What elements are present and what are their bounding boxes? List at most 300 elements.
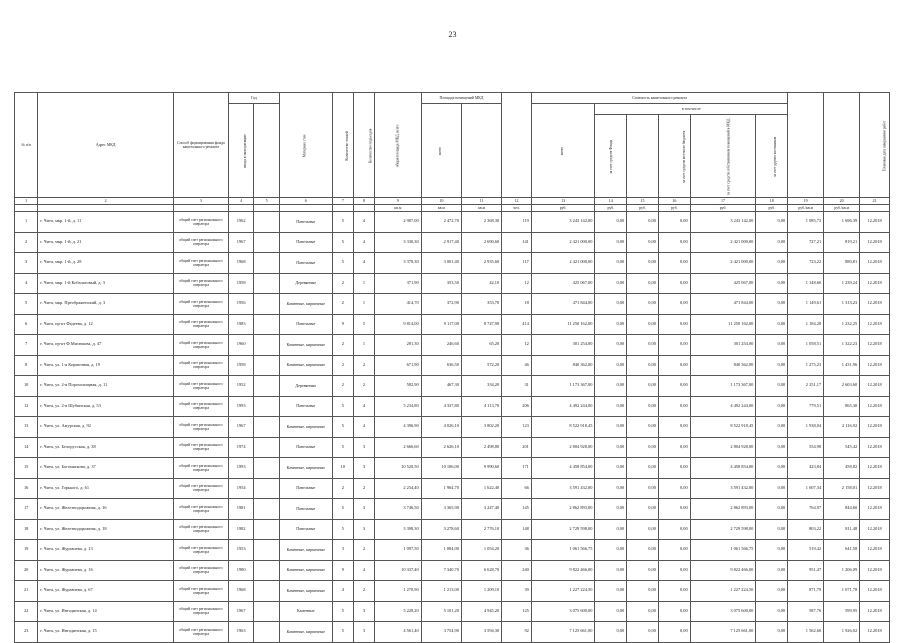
- cell-c5: 0,00: [756, 294, 788, 315]
- cell-en: 2: [353, 581, 374, 602]
- cell-c1: 0,00: [595, 601, 627, 622]
- unit-cell: руб.: [627, 205, 659, 212]
- cell-a1: 414,70: [375, 294, 422, 315]
- cell-c4: 4 492 244,00: [690, 396, 756, 417]
- cell-res: 171: [502, 458, 532, 479]
- cell-a2: 246,60: [421, 335, 461, 356]
- cell-y1: 1953: [228, 540, 253, 561]
- cell-addr: г. Чита, ул. Ингодинская, д. 15: [38, 622, 174, 643]
- cell-c3: 0,00: [658, 232, 690, 253]
- cell-u1: 1 149,61: [788, 294, 824, 315]
- cell-c4: 301 254,00: [690, 335, 756, 356]
- cell-a1: 1 270,90: [375, 581, 422, 602]
- unit-cell: руб.: [658, 205, 690, 212]
- cell-a2: 3 001,40: [421, 253, 461, 274]
- cell-n: 2: [15, 232, 38, 253]
- cell-mat: Каменные, кирпичные: [279, 622, 332, 643]
- cell-en: 1: [353, 335, 374, 356]
- cell-addr: г. Чита, ул. 2-я Порохолищная, д. 11: [38, 376, 174, 397]
- cell-cost: 425 067,00: [531, 273, 595, 294]
- cell-fund: общий счет регионального оператора: [173, 499, 228, 520]
- unit-cell: [173, 205, 228, 212]
- cell-c1: 0,00: [595, 294, 627, 315]
- cell-a1: 671,90: [375, 355, 422, 376]
- column-number-cell: 14: [595, 198, 627, 205]
- cell-addr: г. Чита, ул. Белорусская, д. 38: [38, 437, 174, 458]
- cell-c1: 0,00: [595, 581, 627, 602]
- cell-date: 12.2018: [860, 560, 890, 581]
- cell-a2: 10 106,00: [421, 458, 461, 479]
- cell-y1: 1956: [228, 294, 253, 315]
- cell-fund: общий счет регионального оператора: [173, 458, 228, 479]
- cell-c4: 8 522 918,45: [690, 417, 756, 438]
- cell-n: 19: [15, 540, 38, 561]
- cell-y2: [254, 560, 279, 581]
- cell-u2: 844,60: [824, 499, 860, 520]
- cell-a3: 1 622,40: [461, 478, 501, 499]
- cell-y2: [254, 540, 279, 561]
- column-number-cell: 4: [228, 198, 253, 205]
- cell-a2: 467,30: [421, 376, 461, 397]
- header-cost-total: всего: [531, 104, 595, 198]
- cell-c2: 0,00: [627, 253, 659, 274]
- cell-u1: 1 275,23: [788, 355, 824, 376]
- cell-u2: 1 313,23: [824, 294, 860, 315]
- cell-a2: 636,50: [421, 355, 461, 376]
- cell-c4: 1 173 367,00: [690, 376, 756, 397]
- cell-a3: 42,10: [461, 273, 501, 294]
- cell-c1: 0,00: [595, 314, 627, 335]
- cell-a2: 5 101,20: [421, 601, 461, 622]
- cell-fl: 9: [332, 314, 353, 335]
- cell-u2: 1 232,25: [824, 314, 860, 335]
- unit-cell: [279, 205, 332, 212]
- table-row: [15, 314, 890, 335]
- cell-c3: 0,00: [658, 376, 690, 397]
- cell-en: 1: [353, 273, 374, 294]
- cell-c1: 0,00: [595, 478, 627, 499]
- cell-c4: 9 822 466,00: [690, 560, 756, 581]
- cell-a3: 2 368,30: [461, 212, 501, 233]
- cell-a2: 2 626,10: [421, 437, 461, 458]
- cell-res: 18: [502, 294, 532, 315]
- cell-c4: 2 862 893,00: [690, 499, 756, 520]
- cell-en: 3: [353, 437, 374, 458]
- cell-u2: 811,48: [824, 519, 860, 540]
- cell-fl: 10: [332, 458, 353, 479]
- cell-u2: 819,21: [824, 232, 860, 253]
- unit-cell: кв.м: [375, 205, 422, 212]
- cell-c1: 0,00: [595, 560, 627, 581]
- cell-a1: 1 097,50: [375, 540, 422, 561]
- cell-c4: 840 362,00: [690, 355, 756, 376]
- header-year-commission: ввода в эксплуатацию: [228, 104, 253, 198]
- cell-a2: 4 337,80: [421, 396, 461, 417]
- cell-u2: 2 158,01: [824, 478, 860, 499]
- cell-res: 46: [502, 355, 532, 376]
- cell-res: 240: [502, 560, 532, 581]
- cell-addr: г. Чита, ул. Журавлева, д. 16: [38, 560, 174, 581]
- cell-c1: 0,00: [595, 499, 627, 520]
- header-area-owned: [461, 104, 501, 198]
- cell-u1: 871,79: [788, 581, 824, 602]
- cell-c3: 0,00: [658, 355, 690, 376]
- cell-fund: общий счет регионального оператора: [173, 294, 228, 315]
- cell-c1: 0,00: [595, 212, 627, 233]
- cell-u1: 1 562,60: [788, 622, 824, 643]
- cell-a3: 353,70: [461, 294, 501, 315]
- cell-a1: 5 228,20: [375, 601, 422, 622]
- column-number-cell: 8: [353, 198, 374, 205]
- cell-u1: 764,97: [788, 499, 824, 520]
- cell-res: 141: [502, 232, 532, 253]
- cell-a2: 372,90: [421, 294, 461, 315]
- cell-res: 206: [502, 396, 532, 417]
- cell-a1: 4 561,40: [375, 622, 422, 643]
- unit-cell: [228, 205, 253, 212]
- cell-u1: 1 085,73: [788, 212, 824, 233]
- cell-fund: общий счет регионального оператора: [173, 376, 228, 397]
- cell-c4: 471 844,00: [690, 294, 756, 315]
- table-row: [15, 232, 890, 253]
- cell-y1: 1958: [228, 355, 253, 376]
- cell-mat: Панельные: [279, 437, 332, 458]
- table-row: [15, 376, 890, 397]
- cell-n: 21: [15, 581, 38, 602]
- header-floors: Количество этажей: [332, 93, 353, 198]
- cell-en: 3: [353, 499, 374, 520]
- cell-a1: 3 330,30: [375, 232, 422, 253]
- cell-a1: 9 814,00: [375, 314, 422, 335]
- cell-c3: 0,00: [658, 499, 690, 520]
- cell-c2: 0,00: [627, 314, 659, 335]
- column-number-cell: 13: [531, 198, 595, 205]
- cell-y2: [254, 437, 279, 458]
- column-number-cell: 17: [690, 198, 756, 205]
- cell-y1: 1967: [228, 601, 253, 622]
- cell-c1: 0,00: [595, 417, 627, 438]
- header-address: Адрес МКД: [38, 93, 174, 198]
- cell-y1: 1962: [228, 212, 253, 233]
- cell-y2: [254, 294, 279, 315]
- cell-c5: 0,00: [756, 601, 788, 622]
- cell-mat: Панельные: [279, 212, 332, 233]
- cell-cost: 4 458 854,00: [531, 458, 595, 479]
- cell-res: 125: [502, 601, 532, 622]
- cell-mat: Панельные: [279, 232, 332, 253]
- cell-u2: 1 239,24: [824, 273, 860, 294]
- cell-mat: Каменные, кирпичные: [279, 581, 332, 602]
- cell-cost: 7 125 661,00: [531, 622, 595, 643]
- cell-a3: 3 594,30: [461, 622, 501, 643]
- cell-u1: 1 058,51: [788, 335, 824, 356]
- cell-fund: общий счет регионального оператора: [173, 335, 228, 356]
- cell-y2: [254, 212, 279, 233]
- header-residents: [502, 93, 532, 198]
- table-row: [15, 458, 890, 479]
- cell-c2: 0,00: [627, 540, 659, 561]
- cell-c1: 0,00: [595, 253, 627, 274]
- cell-c5: 0,00: [756, 396, 788, 417]
- header-fund: Способ формирования фонда капитального ремонта: [173, 93, 228, 198]
- table-row: [15, 478, 890, 499]
- column-number-row: [15, 198, 890, 205]
- cell-u2: 1 071,78: [824, 581, 860, 602]
- table-row: [15, 581, 890, 602]
- cell-c3: 0,00: [658, 540, 690, 561]
- unit-cell: [332, 205, 353, 212]
- cell-res: 36: [502, 540, 532, 561]
- table-row: [15, 355, 890, 376]
- cell-y1: 1974: [228, 437, 253, 458]
- cell-u1: 1 938,04: [788, 417, 824, 438]
- cell-c3: 0,00: [658, 601, 690, 622]
- header-plan-date: Плановая дата завершения работ: [860, 93, 890, 198]
- header-num: № п/п: [15, 93, 38, 198]
- cell-a3: 9 990,60: [461, 458, 501, 479]
- cell-c4: 1 227 224,50: [690, 581, 756, 602]
- cell-n: 15: [15, 458, 38, 479]
- unit-cell: [860, 205, 890, 212]
- cell-fund: общий счет регионального оператора: [173, 519, 228, 540]
- cell-y2: [254, 622, 279, 643]
- cell-c5: 0,00: [756, 560, 788, 581]
- cell-mat: Каменные, кирпичные: [279, 417, 332, 438]
- units-row: [15, 205, 890, 212]
- cell-c5: 0,00: [756, 519, 788, 540]
- cell-a3: 2 690,60: [461, 232, 501, 253]
- cell-c1: 0,00: [595, 273, 627, 294]
- cell-c5: 0,00: [756, 581, 788, 602]
- cell-c3: 0,00: [658, 294, 690, 315]
- cell-fl: 5: [332, 232, 353, 253]
- cell-c3: 0,00: [658, 478, 690, 499]
- cell-y1: 1954: [228, 478, 253, 499]
- unit-cell: чел.: [502, 205, 532, 212]
- table-row: [15, 437, 890, 458]
- cell-u1: 2 251,17: [788, 376, 824, 397]
- cell-u2: 1 431,96: [824, 355, 860, 376]
- cell-mat: Каменные, кирпичные: [279, 335, 332, 356]
- cell-fl: 2: [332, 376, 353, 397]
- cell-y2: [254, 273, 279, 294]
- unit-cell: руб.: [595, 205, 627, 212]
- cell-a3: 2 935,60: [461, 253, 501, 274]
- cell-cost: 2 729 598,00: [531, 519, 595, 540]
- cell-c3: 0,00: [658, 581, 690, 602]
- cell-cost: 4 492 244,00: [531, 396, 595, 417]
- cell-c2: 0,00: [627, 232, 659, 253]
- cell-mat: Деревянные: [279, 273, 332, 294]
- cell-date: 12.2018: [860, 212, 890, 233]
- table-row: [15, 396, 890, 417]
- cell-c5: 0,00: [756, 335, 788, 356]
- cell-fund: общий счет регионального оператора: [173, 417, 228, 438]
- cell-mat: Каменные, кирпичные: [279, 355, 332, 376]
- cell-fl: 2: [332, 335, 353, 356]
- cell-en: 4: [353, 253, 374, 274]
- cell-addr: г. Чита, ул. Железнодорожная, д. 18: [38, 519, 174, 540]
- cell-mat: Деревянные: [279, 376, 332, 397]
- cell-mat: Каменные, кирпичные: [279, 294, 332, 315]
- cell-addr: г. Чита, пр-кт Ф.Мисюкова, д. 47: [38, 335, 174, 356]
- cell-res: 66: [502, 478, 532, 499]
- table-row: [15, 499, 890, 520]
- cell-res: 123: [502, 417, 532, 438]
- cell-a1: 2 666,60: [375, 437, 422, 458]
- cell-y2: [254, 581, 279, 602]
- cell-c1: 0,00: [595, 622, 627, 643]
- cell-date: 12.2018: [860, 540, 890, 561]
- cell-date: 12.2018: [860, 335, 890, 356]
- cell-c4: 3 591 432,00: [690, 478, 756, 499]
- column-number-cell: 5: [254, 198, 279, 205]
- column-number-cell: 18: [756, 198, 788, 205]
- cell-fl: 2: [332, 294, 353, 315]
- column-number-cell: 7: [332, 198, 353, 205]
- cell-addr: г. Чита, ул. 2-я Шубинская, д. 53: [38, 396, 174, 417]
- cell-cost: 2 421 000,00: [531, 232, 595, 253]
- cell-addr: г. Чита, ул. 1-я Кирпичная, д. 19: [38, 355, 174, 376]
- column-number-cell: 19: [788, 198, 824, 205]
- header-year: Год: [228, 93, 279, 104]
- cell-y1: 1960: [228, 335, 253, 356]
- cell-date: 12.2018: [860, 376, 890, 397]
- cell-c1: 0,00: [595, 335, 627, 356]
- cell-u1: 723,22: [788, 253, 824, 274]
- cell-en: 2: [353, 478, 374, 499]
- cell-fl: 5: [332, 622, 353, 643]
- cell-fl: 4: [332, 581, 353, 602]
- cell-addr: г. Чита, ул. Богомягкова, д. 37: [38, 458, 174, 479]
- cell-a3: 6 628,70: [461, 560, 501, 581]
- cell-fl: 5: [332, 437, 353, 458]
- header-max-cost: [824, 93, 860, 198]
- cell-addr: г. Чита, мкр. 1-й, д. 11: [38, 212, 174, 233]
- cell-cost: 11 250 162,00: [531, 314, 595, 335]
- cell-fund: общий счет регионального оператора: [173, 314, 228, 335]
- cell-date: 12.2018: [860, 294, 890, 315]
- cell-n: 6: [15, 314, 38, 335]
- cell-fund: общий счет регионального оператора: [173, 560, 228, 581]
- cell-a1: 5 234,80: [375, 396, 422, 417]
- cell-c2: 0,00: [627, 581, 659, 602]
- unit-cell: [254, 205, 279, 212]
- cell-c3: 0,00: [658, 437, 690, 458]
- cell-cost: 1 173 367,00: [531, 376, 595, 397]
- cell-y2: [254, 335, 279, 356]
- cell-c2: 0,00: [627, 601, 659, 622]
- cell-mat: Каменные, кирпичные: [279, 458, 332, 479]
- cell-a2: 3 365,90: [421, 499, 461, 520]
- cell-a3: 1 209,10: [461, 581, 501, 602]
- table-row: [15, 335, 890, 356]
- unit-cell: руб./кв.м: [788, 205, 824, 212]
- table-row: [15, 294, 890, 315]
- column-number-cell: 2: [38, 198, 174, 205]
- cell-c5: 0,00: [756, 355, 788, 376]
- cell-res: 145: [502, 499, 532, 520]
- cell-c2: 0,00: [627, 560, 659, 581]
- cell-c1: 0,00: [595, 540, 627, 561]
- cell-addr: г. Чита, ул. Железнодорожная, д. 16: [38, 499, 174, 520]
- cell-u1: 1 607,34: [788, 478, 824, 499]
- cell-y1: 1980: [228, 560, 253, 581]
- header-fund-other: за счет других источников: [756, 115, 788, 198]
- header-incl: в том числе: [595, 104, 788, 115]
- cell-c4: 1 061 566,75: [690, 540, 756, 561]
- cell-date: 12.2018: [860, 437, 890, 458]
- column-number-cell: 11: [461, 198, 501, 205]
- cell-date: 12.2018: [860, 417, 890, 438]
- cell-y1: 1967: [228, 417, 253, 438]
- cell-a3: 2 776,10: [461, 519, 501, 540]
- cell-y2: [254, 417, 279, 438]
- unit-cell: руб.: [531, 205, 595, 212]
- cell-a2: 9 117,00: [421, 314, 461, 335]
- cell-y1: 1968: [228, 581, 253, 602]
- cell-c2: 0,00: [627, 335, 659, 356]
- cell-res: 201: [502, 437, 532, 458]
- cell-a2: 1 964,70: [421, 478, 461, 499]
- header-area-group: Площадь помещений МКД: [421, 93, 502, 104]
- column-number-cell: 20: [824, 198, 860, 205]
- cell-n: 20: [15, 560, 38, 581]
- table-row: [15, 253, 890, 274]
- cell-u2: 880,81: [824, 253, 860, 274]
- cell-a3: 2 498,80: [461, 437, 501, 458]
- cell-c4: 425 067,00: [690, 273, 756, 294]
- cell-date: 12.2018: [860, 601, 890, 622]
- unit-cell: [353, 205, 374, 212]
- header-row-1: [15, 93, 890, 104]
- header-fund-fsr: за счет средств Фонда: [595, 115, 627, 198]
- cell-y1: 1952: [228, 376, 253, 397]
- column-number-cell: 10: [421, 198, 461, 205]
- cell-fund: общий счет регионального оператора: [173, 581, 228, 602]
- cell-u2: 458,82: [824, 458, 860, 479]
- cell-c2: 0,00: [627, 458, 659, 479]
- unit-cell: [38, 205, 174, 212]
- cell-cost: 301 254,00: [531, 335, 595, 356]
- cell-c4: 2 421 000,00: [690, 253, 756, 274]
- cell-u2: 2 603,60: [824, 376, 860, 397]
- cell-y1: 1982: [228, 519, 253, 540]
- cell-u1: 779,51: [788, 396, 824, 417]
- cell-cost: 3 591 432,00: [531, 478, 595, 499]
- cell-c1: 0,00: [595, 376, 627, 397]
- cell-c3: 0,00: [658, 273, 690, 294]
- cell-a1: 582,90: [375, 376, 422, 397]
- cell-res: 119: [502, 212, 532, 233]
- cell-date: 12.2018: [860, 581, 890, 602]
- cell-n: 22: [15, 601, 38, 622]
- column-number-cell: 6: [279, 198, 332, 205]
- cell-c2: 0,00: [627, 355, 659, 376]
- cell-fund: общий счет регионального оператора: [173, 355, 228, 376]
- cell-a3: 65,20: [461, 335, 501, 356]
- cell-n: 3: [15, 253, 38, 274]
- header-material: Материал стен: [279, 93, 332, 198]
- cell-fund: общий счет регионального оператора: [173, 540, 228, 561]
- cell-date: 12.2018: [860, 396, 890, 417]
- cell-c3: 0,00: [658, 458, 690, 479]
- cell-c4: 11 250 162,00: [690, 314, 756, 335]
- cell-u1: 803,22: [788, 519, 824, 540]
- column-number-cell: 1: [15, 198, 38, 205]
- cell-y2: [254, 355, 279, 376]
- cell-c4: 2 421 000,00: [690, 232, 756, 253]
